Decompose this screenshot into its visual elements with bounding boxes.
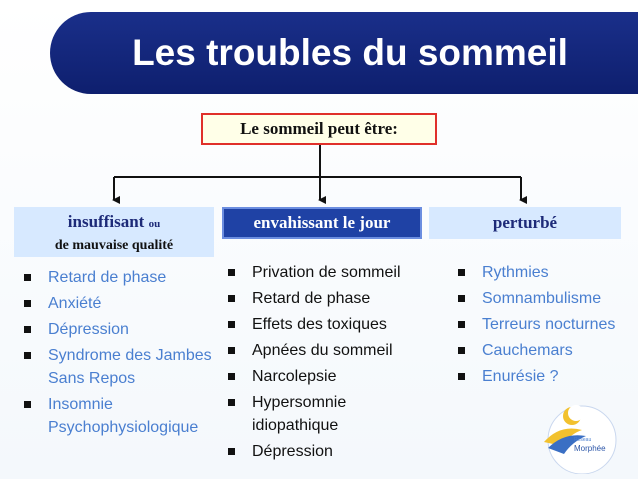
list-item: Terreurs nocturnes bbox=[452, 313, 638, 336]
list-item: Somnambulisme bbox=[452, 287, 638, 310]
bullet-icon bbox=[458, 373, 465, 380]
bullet-icon bbox=[24, 274, 31, 281]
bullet-icon bbox=[228, 269, 235, 276]
list-item: Enurésie ? bbox=[452, 365, 638, 388]
list-item: Privation de sommeil bbox=[222, 261, 432, 284]
branch-insuffisant-ou: ou bbox=[148, 218, 161, 230]
bullet-icon bbox=[458, 321, 465, 328]
list-envahissant bbox=[222, 261, 432, 466]
bullet-icon bbox=[228, 347, 235, 354]
bullet-icon bbox=[458, 347, 465, 354]
list-item: Retard de phase bbox=[18, 266, 223, 289]
bullet-icon bbox=[458, 295, 465, 302]
branch-envahissant: envahissant le jour bbox=[222, 207, 422, 239]
bullet-icon bbox=[228, 373, 235, 380]
list-item: Rythmies bbox=[452, 261, 638, 284]
list-item: Anxiété bbox=[18, 292, 223, 315]
logo-top-text: Réseau bbox=[574, 437, 592, 443]
bullet-icon bbox=[24, 401, 31, 408]
list-item: Apnées du sommeil bbox=[222, 339, 432, 362]
bullet-icon bbox=[228, 295, 235, 302]
bullet-icon bbox=[228, 448, 235, 455]
list-perturbe bbox=[452, 261, 638, 391]
list-item: Insomnie Psychophysiologique bbox=[18, 393, 223, 439]
list-item: Dépression bbox=[222, 440, 432, 463]
list-item: Narcolepsie bbox=[222, 365, 432, 388]
reseau-morphee-logo bbox=[530, 398, 630, 474]
list-item: Retard de phase bbox=[222, 287, 432, 310]
list-item: Hypersomnie idiopathique bbox=[222, 391, 432, 437]
branch-insuffisant bbox=[14, 207, 214, 257]
branch-perturbe: perturbé bbox=[429, 207, 621, 239]
page-title: Les troubles du sommeil bbox=[132, 32, 568, 73]
bullet-icon bbox=[24, 352, 31, 359]
list-item: Effets des toxiques bbox=[222, 313, 432, 336]
list-item: Cauchemars bbox=[452, 339, 638, 362]
bullet-icon bbox=[24, 300, 31, 307]
branch-insuffisant-line2: de mauvaise qualité bbox=[54, 238, 174, 253]
bullet-icon bbox=[458, 269, 465, 276]
list-insuffisant bbox=[18, 266, 223, 442]
logo-bottom-text: Morphée bbox=[574, 444, 606, 453]
bullet-icon bbox=[228, 321, 235, 328]
list-item: Dépression bbox=[18, 318, 223, 341]
root-box: Le sommeil peut être: bbox=[201, 113, 437, 145]
branch-insuffisant-label: insuffisant bbox=[67, 212, 145, 231]
list-item: Syndrome des Jambes Sans Repos bbox=[18, 344, 223, 390]
bullet-icon bbox=[24, 326, 31, 333]
bullet-icon bbox=[228, 399, 235, 406]
